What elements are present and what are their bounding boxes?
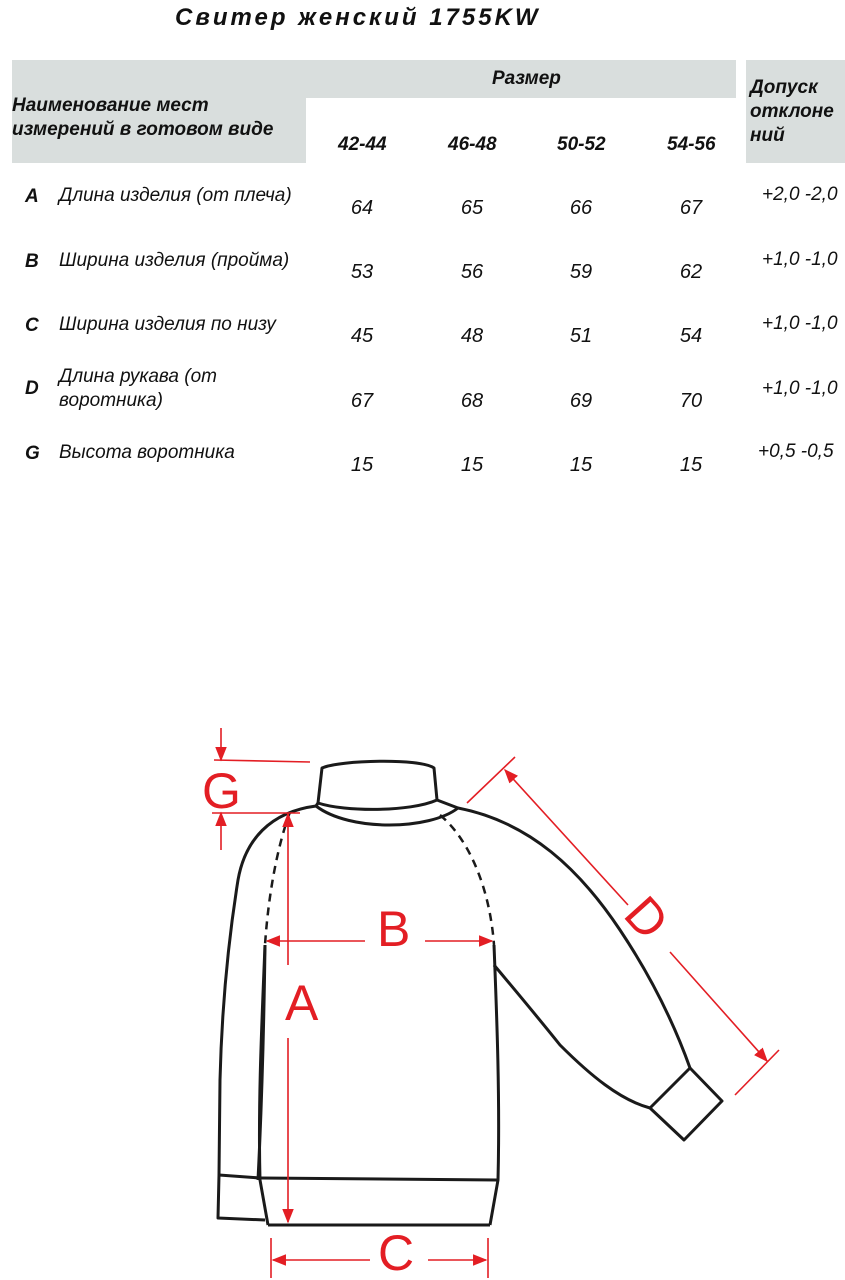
row-letter: B [25,251,39,272]
row-value: 15 [569,454,593,476]
left-cuff-line [219,1175,260,1178]
row-name: Длина рукава (от воротника) [59,366,218,411]
right-sleeve-bottom [494,965,650,1108]
row-name: Ширина изделия по низу [59,314,276,335]
row-name: Длина изделия (от плеча) [59,185,292,206]
row-value: 54 [679,325,703,347]
label-b: B [377,901,411,957]
row-letter: D [25,378,39,399]
row-value: 53 [350,261,374,283]
right-cuff [650,1068,722,1140]
row-value: 56 [460,261,484,283]
row-tolerance: +0,5 -0,5 [758,441,834,462]
waistband-line [261,1178,497,1180]
row-value: 62 [679,261,703,283]
row-value: 45 [350,325,374,347]
body-right-side [490,945,499,1225]
row-value: 68 [460,390,484,412]
row-letter: G [25,443,40,464]
d-arrow-top [505,770,628,905]
row-value: 67 [679,197,703,219]
row-tolerance: +1,0 -1,0 [762,313,838,334]
row-letter: A [25,186,39,207]
row-value: 69 [569,390,593,412]
label-d: D [613,885,680,950]
d-arrow-bottom [670,952,767,1061]
header-size-54-56: 54-56 [667,134,716,155]
right-sleeve-top [458,808,690,1068]
row-value: 59 [569,261,593,283]
label-c: C [378,1225,415,1280]
row-value: 15 [679,454,703,476]
row-value: 51 [569,325,593,347]
label-g: G [202,763,241,819]
row-value: 15 [350,454,374,476]
header-size-42-44: 42-44 [338,134,387,155]
row-tolerance: +2,0 -2,0 [762,184,838,205]
collar-band [316,800,458,825]
header-measurement-name: Наименование мест измерений в готовом виде [12,95,274,140]
row-name: Высота воротника [59,442,235,463]
row-value: 67 [350,390,374,412]
header-size-50-52: 50-52 [557,134,606,155]
page-title: Свитер женский 1755KW [175,4,541,31]
header-size-46-48: 46-48 [448,134,497,155]
row-value: 48 [460,325,484,347]
row-value: 65 [460,197,484,219]
row-name: Ширина изделия (пройма) [59,250,290,271]
g-ext-top [214,760,310,762]
row-value: 64 [350,197,374,219]
collar [318,761,437,809]
header-tolerance: Допуск отклоне ний [750,77,834,146]
header-size-group: Размер [492,68,561,89]
row-value: 15 [460,454,484,476]
left-inner-sleeve [258,945,265,1180]
d-ext-top [467,757,515,803]
row-letter: C [25,315,39,336]
label-a: A [285,975,319,1031]
d-ext-bottom [735,1050,779,1095]
row-tolerance: +1,0 -1,0 [762,249,838,270]
row-value: 66 [569,197,593,219]
row-tolerance: +1,0 -1,0 [762,378,838,399]
row-value: 70 [679,390,703,412]
